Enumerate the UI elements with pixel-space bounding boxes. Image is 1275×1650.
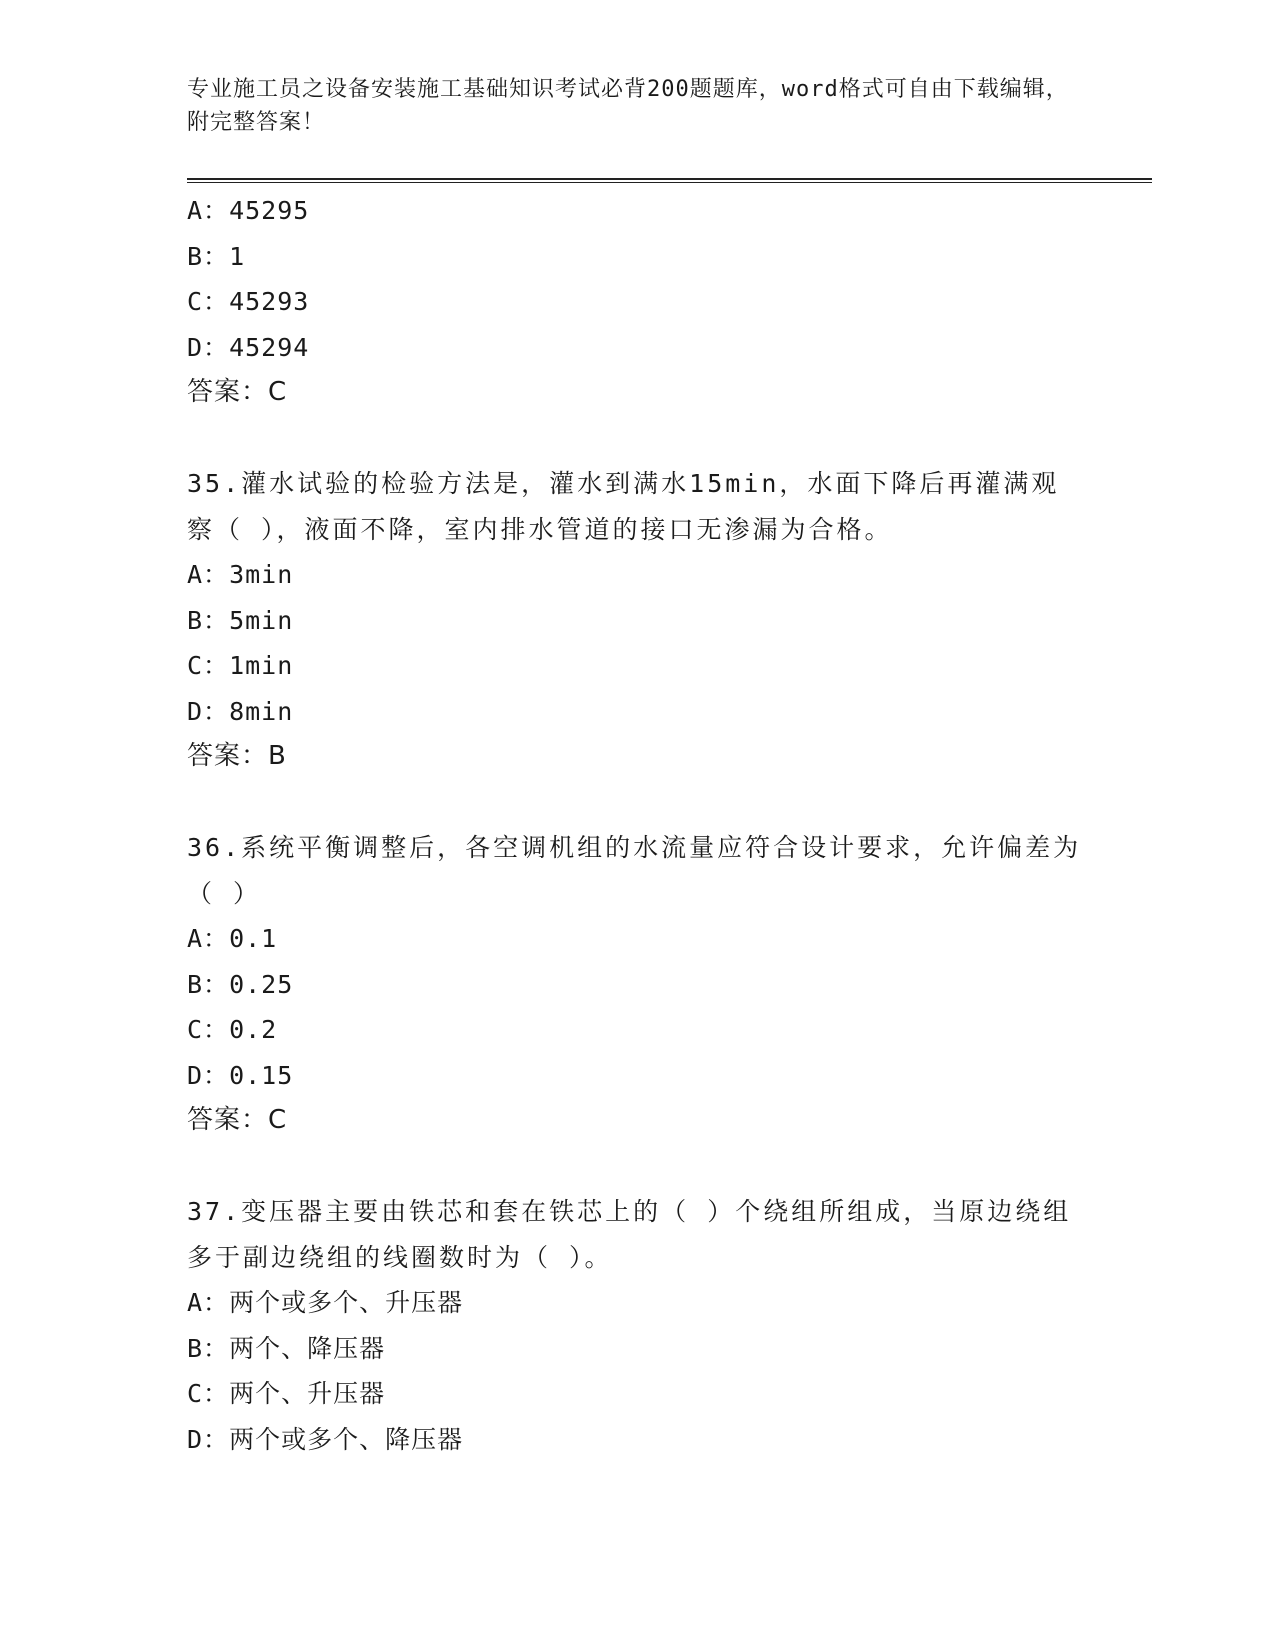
header-rule-thick: [187, 178, 1152, 180]
option-d: D：45294: [187, 332, 310, 362]
header-rule-thin: [187, 182, 1152, 183]
option-c: C：1min: [187, 651, 294, 680]
document-body: [187, 188, 1107, 1462]
option-b: B：1: [187, 241, 246, 271]
option-d: D：两个或多个、降压器: [187, 1424, 464, 1454]
spacer: [187, 1144, 1107, 1190]
answer-line: 答案：C: [187, 377, 288, 407]
option-a: A：0.1: [187, 924, 278, 953]
option-a: A：45295: [187, 196, 310, 225]
answer-line: 答案：B: [187, 741, 287, 771]
question-stem: 37.变压器主要由铁芯和套在铁芯上的（ ）个绕组所组成，当原边绕组多于副边绕组的线圈数时为（ ）。: [187, 1197, 1072, 1272]
question-stem: 35.灌水试验的检验方法是，灌水到满水15min，水面下降后再灌满观察（ ），液面不降，室内排水管道的接口无渗漏为合格。: [187, 469, 1060, 544]
option-a: A：两个或多个、升压器: [187, 1288, 464, 1317]
option-c: C：45293: [187, 287, 310, 316]
spacer: [187, 416, 1107, 462]
option-c: C：0.2: [187, 1015, 278, 1044]
option-b: B：两个、降压器: [187, 1333, 386, 1363]
option-a: A：3min: [187, 560, 294, 589]
option-c: C：两个、升压器: [187, 1379, 386, 1408]
question-stem: 36.系统平衡调整后，各空调机组的水流量应符合设计要求，允许偏差为（ ）: [187, 833, 1082, 908]
answer-line: 答案：C: [187, 1105, 288, 1135]
option-b: B：0.25: [187, 969, 294, 999]
option-d: D：0.15: [187, 1060, 294, 1090]
document-header: 专业施工员之设备安装施工基础知识考试必背200题题库，word格式可自由下载编辑，附完整答案！: [187, 77, 1069, 135]
option-b: B：5min: [187, 605, 294, 635]
option-d: D：8min: [187, 696, 294, 726]
spacer: [187, 780, 1107, 826]
